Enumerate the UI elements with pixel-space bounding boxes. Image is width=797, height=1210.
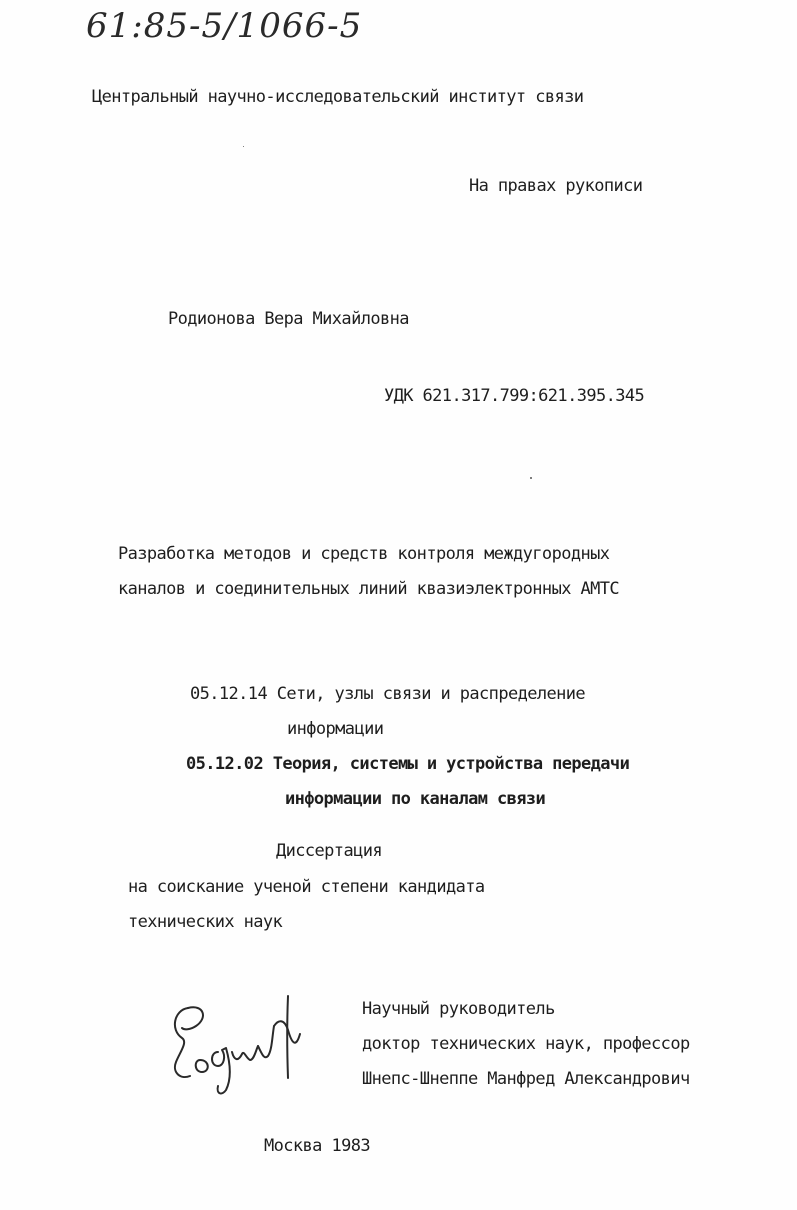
author-name: Родионова Вера Михайловна	[168, 309, 409, 329]
specialty-1-cont: информации	[287, 719, 384, 739]
dissertation-line-1: на соискание ученой степени кандидата	[128, 877, 485, 897]
specialty-1: 05.12.14 Сети, узлы связи и распределение	[190, 684, 586, 704]
speck	[243, 146, 244, 147]
archive-number: 61:85-5/1066-5	[86, 6, 363, 46]
speck	[530, 477, 532, 479]
manuscript-rights: На правах рукописи	[469, 176, 643, 196]
supervisor-name: Шнепс-Шнеппе Манфред Александрович	[362, 1069, 690, 1089]
specialty-2: 05.12.02 Теория, системы и устройства передачи	[186, 754, 630, 774]
author-signature	[160, 990, 320, 1100]
place-and-year: Москва 1983	[264, 1136, 370, 1156]
thesis-title-line-2: каналов и соединительных линий квазиэлектронных АМТС	[118, 579, 620, 599]
dissertation-heading: Диссертация	[276, 841, 382, 861]
supervisor-label: Научный руководитель	[362, 999, 555, 1019]
specialty-2-cont: информации по каналам связи	[285, 789, 546, 809]
dissertation-line-2: технических наук	[128, 912, 283, 932]
institution-name: Центральный научно-исследовательский институт связи	[92, 87, 584, 107]
udc-code: УДК 621.317.799:621.395.345	[384, 386, 645, 406]
thesis-title-line-1: Разработка методов и средств контроля междугородных	[118, 544, 610, 564]
supervisor-degree: доктор технических наук, профессор	[362, 1034, 690, 1054]
